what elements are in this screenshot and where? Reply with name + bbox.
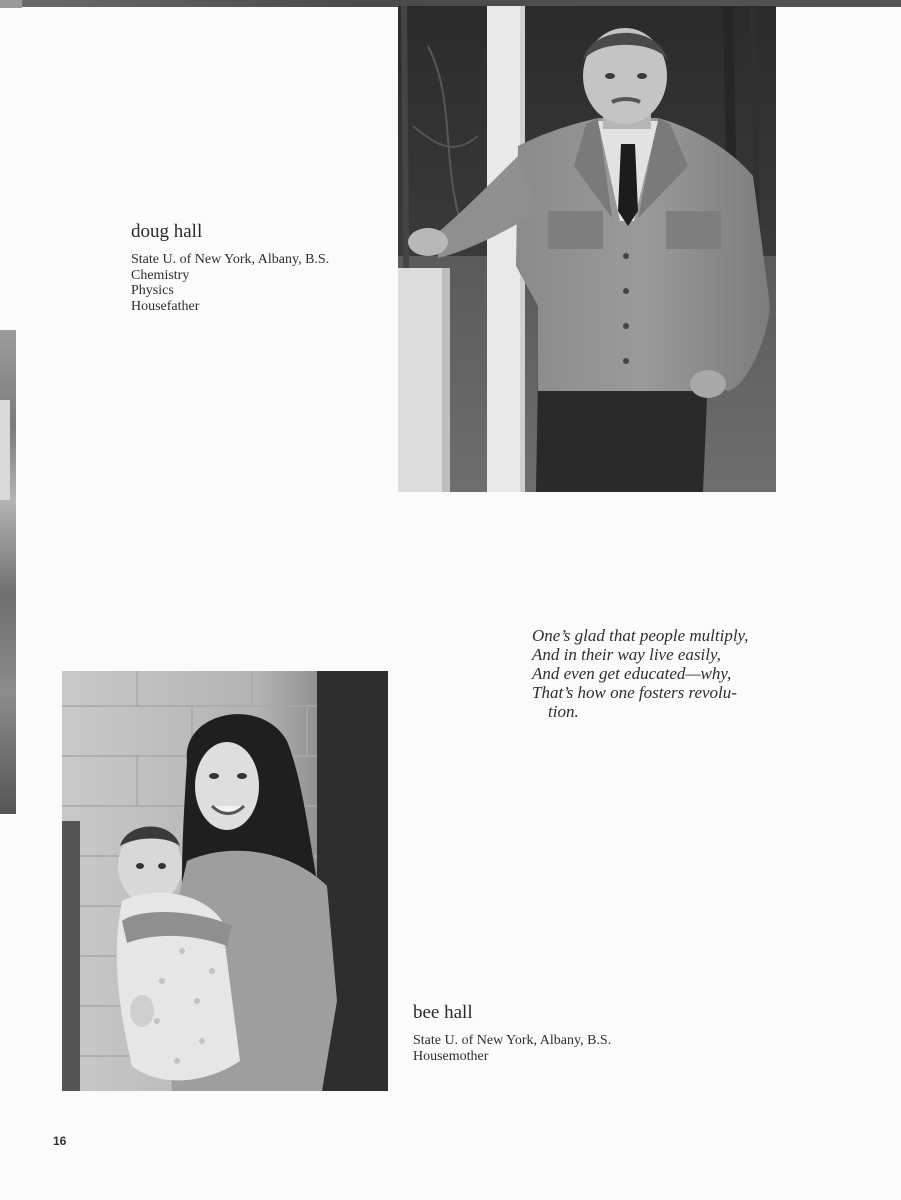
role-line: Housefather: [131, 298, 200, 314]
poem-line: tion.: [548, 702, 579, 721]
subject-line: Chemistry: [131, 267, 190, 283]
person-name: doug hall: [131, 221, 203, 242]
photo-doug-hall: [398, 6, 776, 492]
role-line: Housemother: [413, 1048, 489, 1064]
photo-bee-hall: [62, 671, 388, 1091]
subject-line: Physics: [131, 283, 174, 298]
poem-line: And even get educated—why,: [532, 664, 732, 683]
caption-bee-hall: [413, 1002, 611, 1064]
degree-line: State U. of New York, Albany, B.S.: [131, 252, 330, 267]
poem-verse: [532, 626, 748, 721]
poem-line: That’s how one fosters revolu-: [532, 683, 737, 702]
scan-top-corner: [0, 0, 22, 8]
degree-line: State U. of New York, Albany, B.S.: [413, 1033, 612, 1048]
caption-doug-hall: [131, 221, 329, 314]
scan-left-edge-highlight: [0, 400, 10, 500]
page-number: 16: [53, 1134, 67, 1148]
poem-line: One’s glad that people multiply,: [532, 626, 749, 645]
person-name: bee hall: [413, 1002, 473, 1023]
poem-line: And in their way live easily,: [532, 645, 721, 664]
